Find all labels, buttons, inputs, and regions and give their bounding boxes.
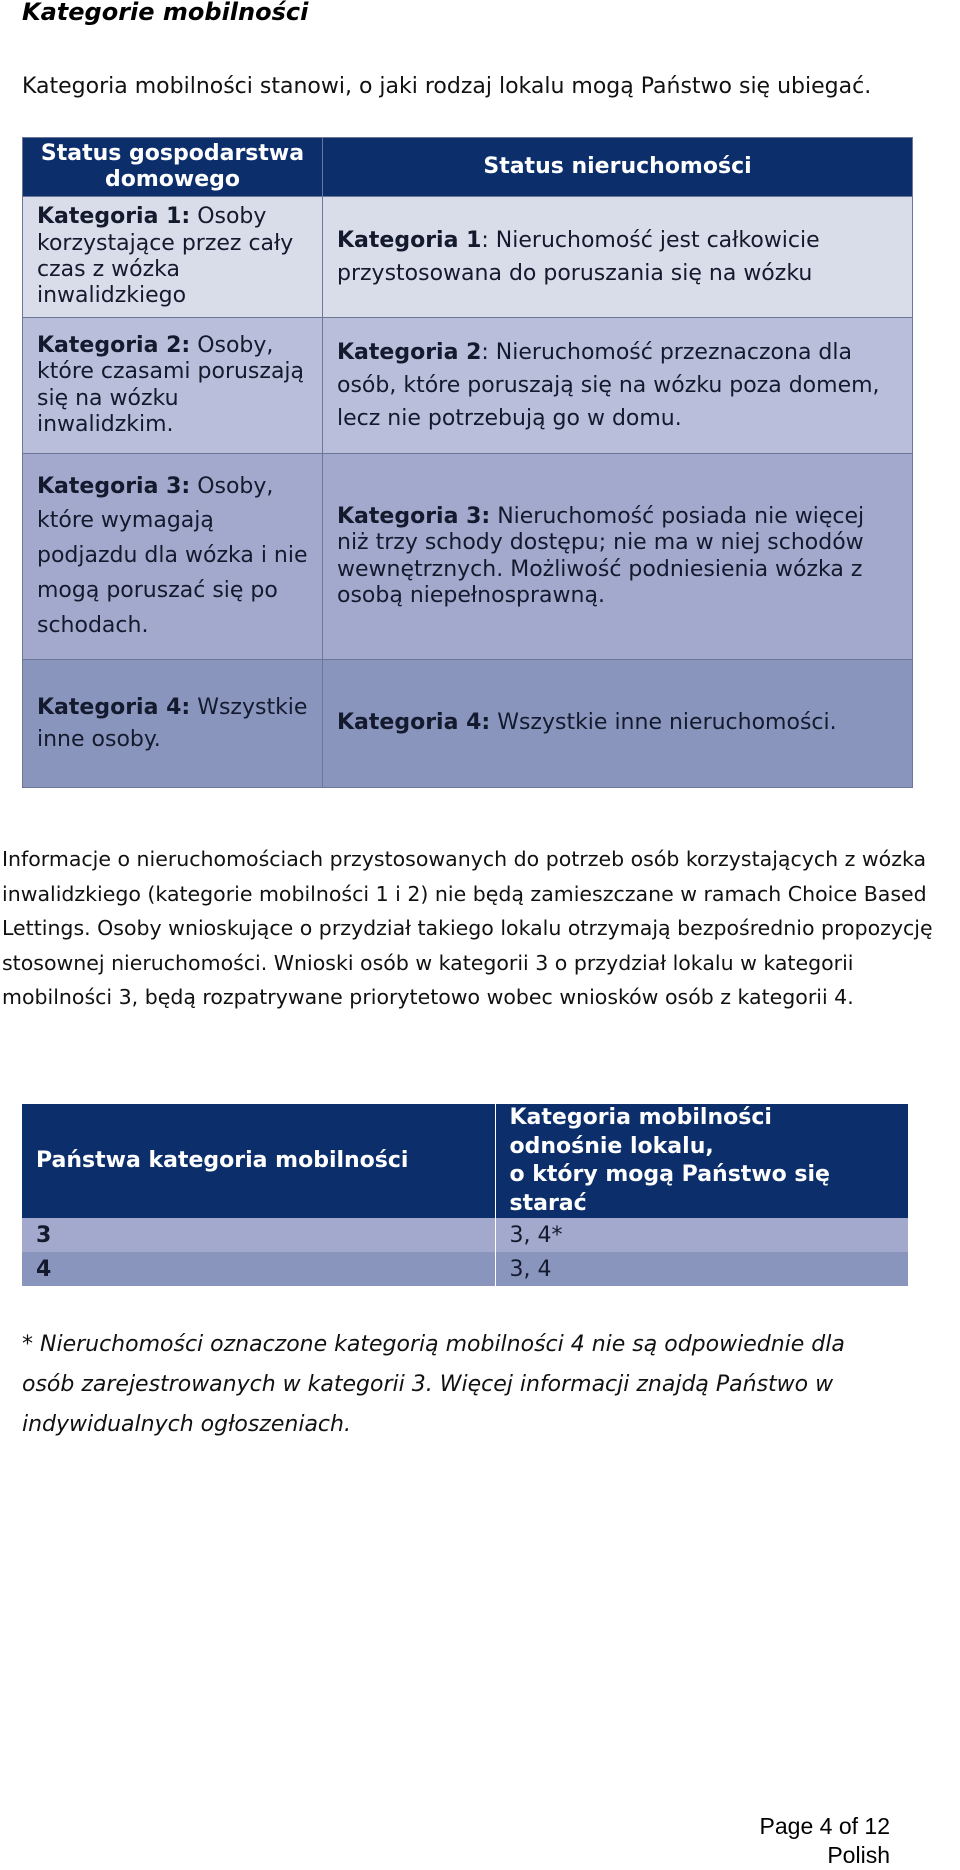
property-category-2: Kategoria 2: Nieruchomość przeznaczona dla osób, które poruszają się na wózku poza domem, lecz nie potrzebują go w domu.	[323, 318, 913, 454]
header-property-status: Status nieruchomości	[323, 138, 913, 197]
household-category-2: Kategoria 2: Osoby, które czasami poruszają się na wózku inwalidzkim.	[23, 318, 323, 454]
your-category-cell: 4	[22, 1252, 495, 1286]
page-title: Kategorie mobilności	[22, 0, 309, 26]
header-eligible-category: Kategoria mobilności odnośnie lokalu, o który mogą Państwo się starać	[495, 1104, 908, 1218]
page-footer	[760, 1812, 890, 1870]
table-row	[22, 1218, 908, 1252]
mobility-category-table	[22, 137, 913, 788]
eligibility-table	[22, 1104, 908, 1286]
eligible-category-cell: 3, 4	[495, 1252, 908, 1286]
household-category-3: Kategoria 3: Osoby, które wymagają podjazdu dla wózka i nie mogą poruszać się po schodach.	[23, 454, 323, 660]
household-category-1: Kategoria 1: Osoby korzystające przez cały czas z wózka inwalidzkiego	[23, 197, 323, 318]
header-your-category: Państwa kategoria mobilności	[22, 1104, 495, 1218]
household-category-4: Kategoria 4: Wszystkie inne osoby.	[23, 660, 323, 788]
table-row	[23, 197, 913, 318]
table-header-row	[23, 138, 913, 197]
table-row	[23, 318, 913, 454]
info-paragraph: Informacje o nieruchomościach przystosowanych do potrzeb osób korzystających z wózka inwalidzkiego (kategorie mobilności 1 i 2) nie będą zamieszczane w ramach Choice Based Lettings. Osoby wnioskujące o przydział takiego lokalu otrzymają bezpośrednio propozycję stosownej nieruchomości. Wnioski osób w kategorii 3 o przydział lokalu w kategorii mobilności 3, będą rozpatrywane priorytetowo wobec wniosków osób z kategorii 4.	[2, 847, 933, 1010]
footnote: * Nieruchomości oznaczone kategorią mobilności 4 nie są odpowiednie dla osób zarejestrowanych w kategorii 3. Więcej informacji znajdą Państwo w indywidualnych ogłoszeniach.	[22, 1332, 845, 1437]
eligible-category-cell: 3, 4*	[495, 1218, 908, 1252]
table-row	[23, 660, 913, 788]
your-category-cell: 3	[22, 1218, 495, 1252]
language-label: Polish	[827, 1842, 890, 1868]
property-category-4: Kategoria 4: Wszystkie inne nieruchomości.	[323, 660, 913, 788]
intro-text: Kategoria mobilności stanowi, o jaki rodzaj lokalu mogą Państwo się ubiegać.	[22, 74, 872, 99]
page-number: Page 4 of 12	[759, 1813, 890, 1839]
table-row	[23, 454, 913, 660]
header-household-status: Status gospodarstwa domowego	[23, 138, 323, 197]
property-category-1: Kategoria 1: Nieruchomość jest całkowicie przystosowana do poruszania się na wózku	[323, 197, 913, 318]
table-row	[22, 1252, 908, 1286]
property-category-3: Kategoria 3: Nieruchomość posiada nie więcej niż trzy schody dostępu; nie ma w niej schodów wewnętrznych. Możliwość podniesienia wózka z osobą niepełnosprawną.	[323, 454, 913, 660]
table-header-row	[22, 1104, 908, 1218]
